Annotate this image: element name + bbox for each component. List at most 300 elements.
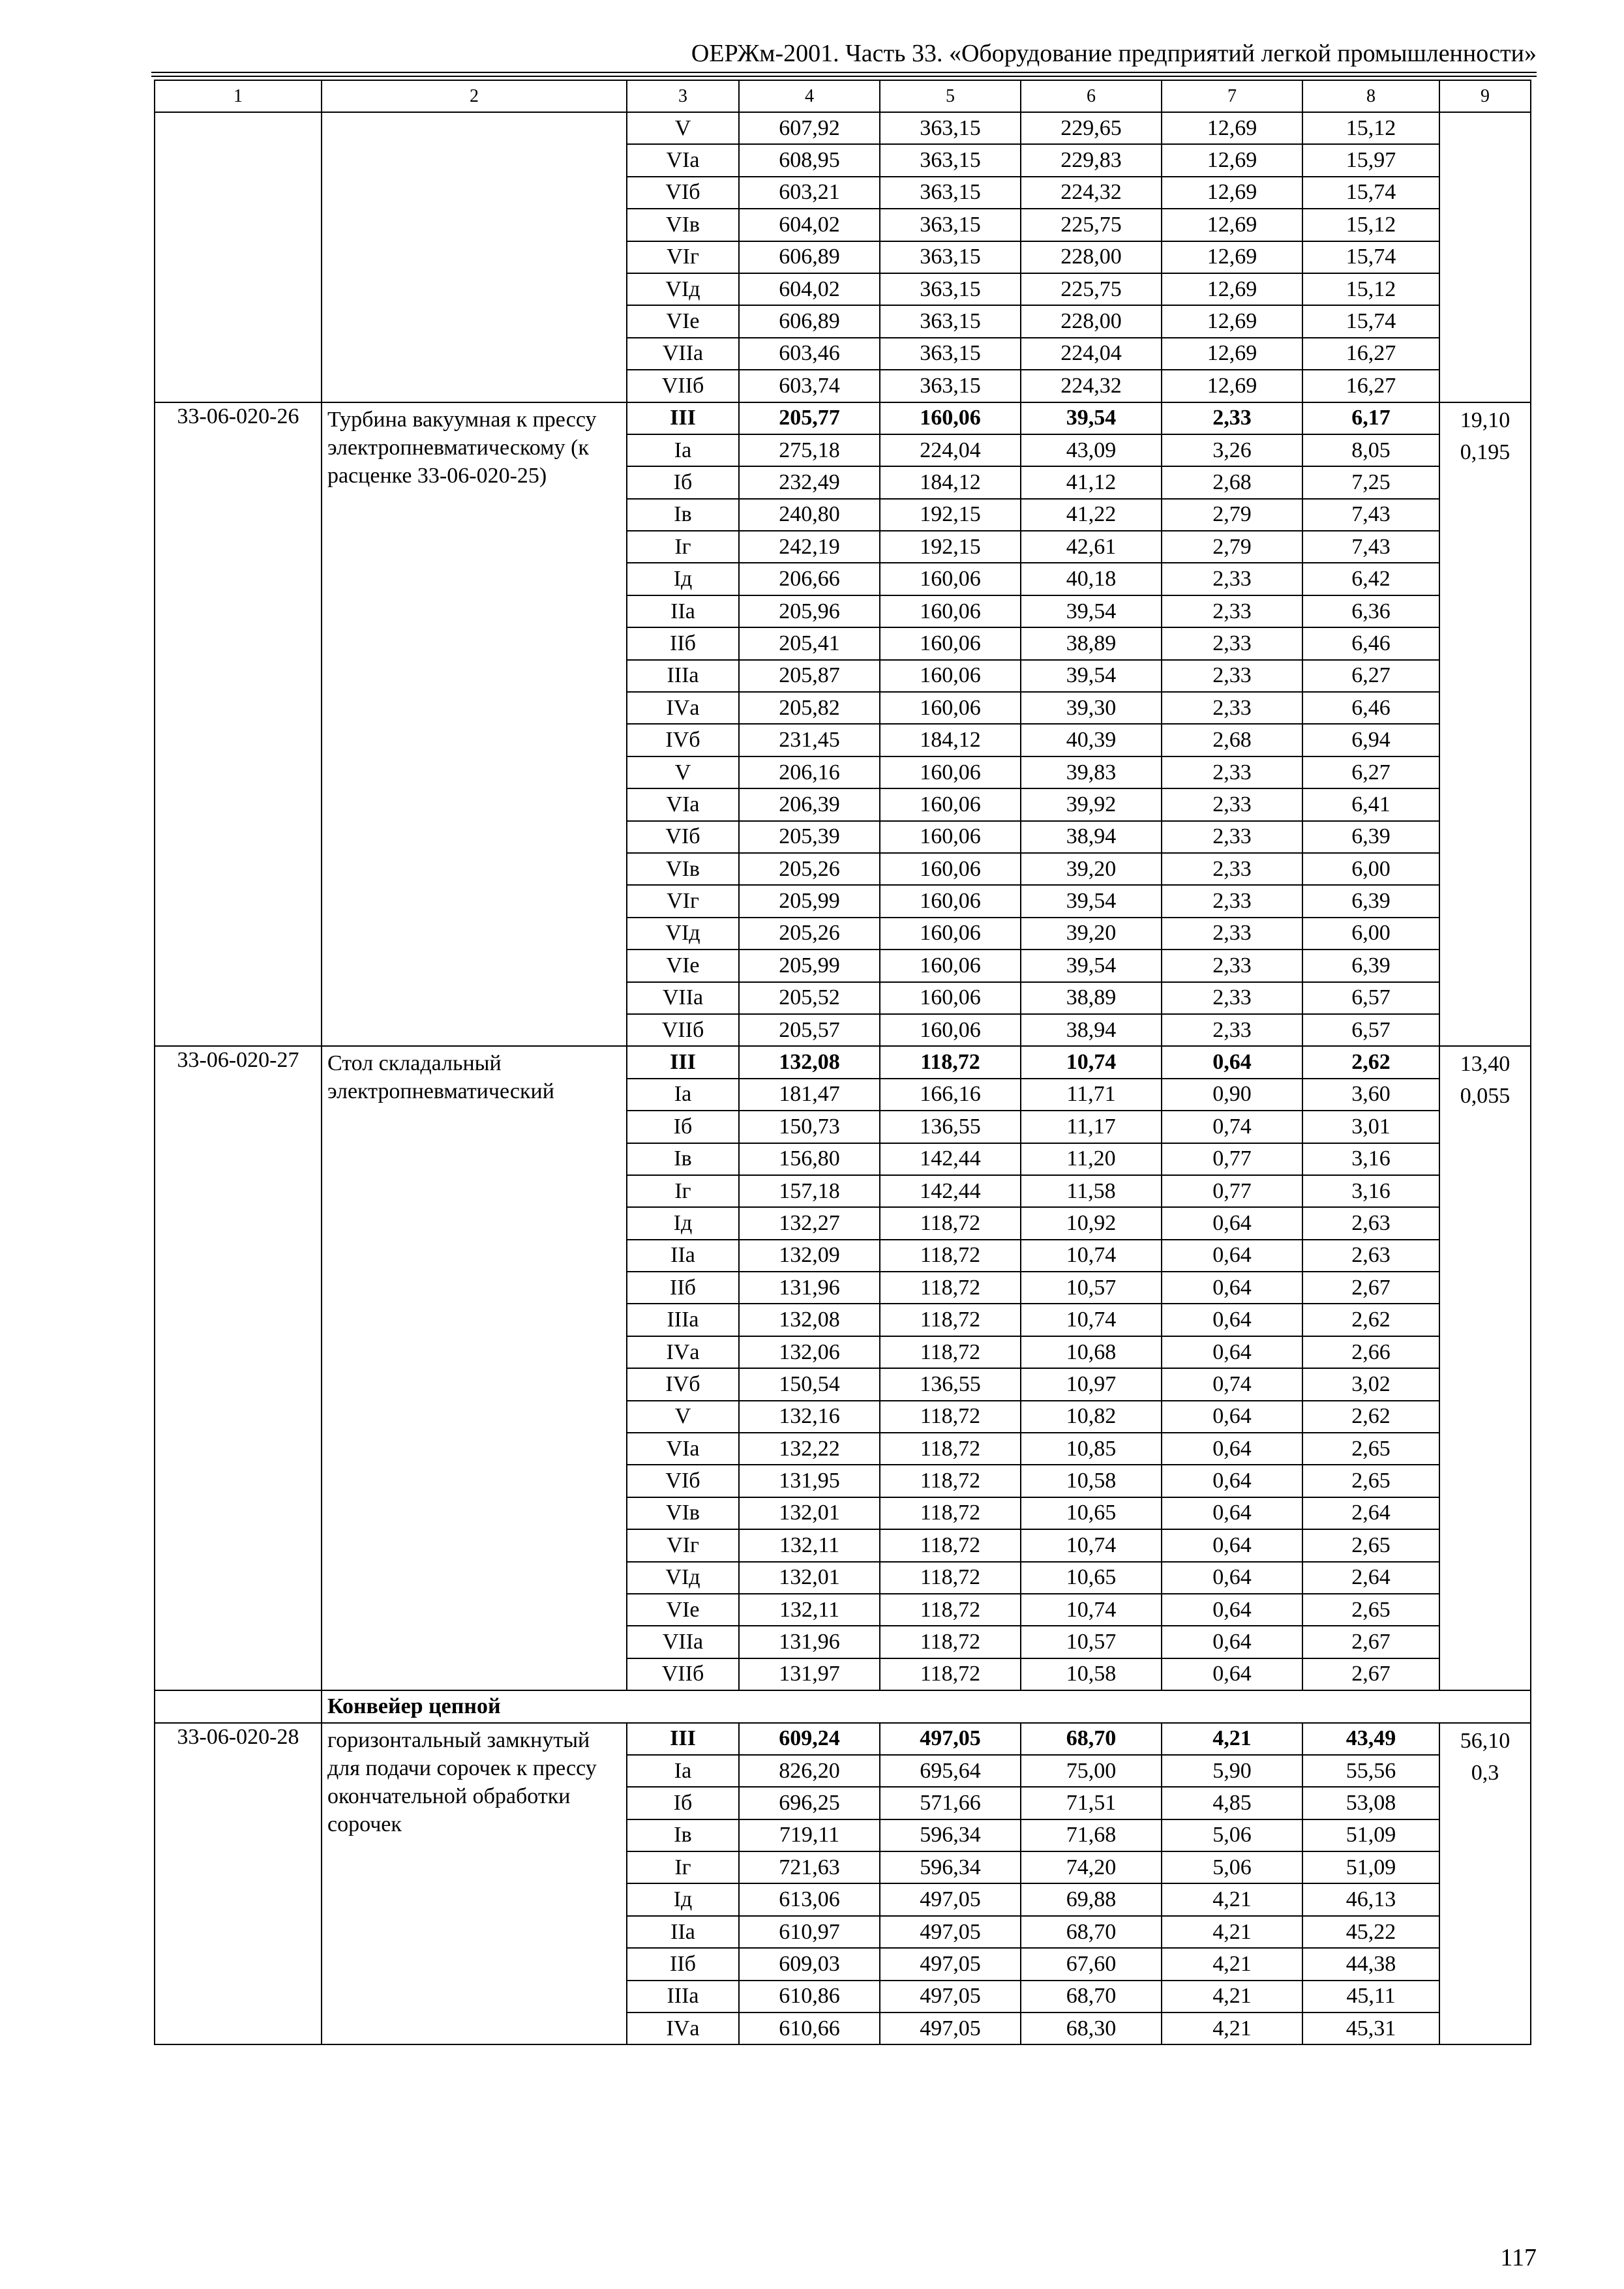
region-code: IVа [627,692,739,724]
total-cost: 181,47 [739,1079,880,1111]
machinist-wage: 4,21 [1162,1981,1302,2012]
machinist-wage: 12,69 [1162,370,1302,402]
labor-cost: 184,12 [880,466,1021,498]
labor-cost: 497,05 [880,2012,1021,2044]
machine-cost: 11,58 [1021,1175,1162,1207]
machine-cost: 39,54 [1021,660,1162,692]
region-code: VIг [627,241,739,273]
machinist-wage: 2,33 [1162,595,1302,627]
total-cost: 206,16 [739,756,880,788]
region-code: IIIа [627,660,739,692]
materials-cost: 2,63 [1302,1240,1439,1272]
machinist-wage: 2,33 [1162,950,1302,981]
section-title: Конвейер цепной [322,1690,1531,1722]
region-code: VIб [627,821,739,853]
machinist-wage: 2,33 [1162,1014,1302,1046]
materials-cost: 45,22 [1302,1916,1439,1948]
item-description: горизонтальный замкнутый для подачи сорочек к прессу окончательной обработки сорочек [322,1723,627,2045]
total-cost: 132,08 [739,1046,880,1078]
materials-cost: 2,62 [1302,1304,1439,1336]
total-cost: 242,19 [739,531,880,563]
materials-cost: 55,56 [1302,1755,1439,1787]
materials-cost: 16,27 [1302,370,1439,402]
labor-cost: 142,44 [880,1175,1021,1207]
total-cost: 275,18 [739,434,880,466]
total-cost: 132,16 [739,1401,880,1433]
total-cost: 132,11 [739,1594,880,1626]
total-cost: 205,77 [739,402,880,434]
machine-cost: 38,89 [1021,627,1162,659]
machinist-wage: 4,21 [1162,1723,1302,1755]
region-code: IIб [627,1948,739,1980]
machine-cost: 224,32 [1021,370,1162,402]
machinist-wage: 0,64 [1162,1336,1302,1368]
region-code: VIIа [627,1626,739,1658]
machine-cost: 41,12 [1021,466,1162,498]
labor-cost: 142,44 [880,1143,1021,1175]
machinist-wage: 2,33 [1162,627,1302,659]
machinist-wage: 4,85 [1162,1787,1302,1819]
region-code: VIб [627,1465,739,1497]
labor-cost: 160,06 [880,821,1021,853]
region-code: Iа [627,1755,739,1787]
machinist-wage: 2,33 [1162,788,1302,820]
total-cost: 721,63 [739,1851,880,1883]
machinist-wage: 0,64 [1162,1433,1302,1465]
column-number: 2 [322,80,627,112]
labor-cost: 160,06 [880,563,1021,595]
region-code: VIб [627,177,739,209]
machinist-wage: 5,06 [1162,1819,1302,1851]
region-code: Iб [627,1787,739,1819]
total-cost: 206,39 [739,788,880,820]
page-number: 117 [1500,2244,1537,2271]
machine-cost: 38,94 [1021,1014,1162,1046]
machinist-wage: 5,06 [1162,1851,1302,1883]
machinist-wage: 12,69 [1162,241,1302,273]
labor-cost: 118,72 [880,1240,1021,1272]
materials-cost: 6,00 [1302,918,1439,950]
machine-cost: 11,20 [1021,1143,1162,1175]
materials-cost: 3,60 [1302,1079,1439,1111]
machine-cost: 10,74 [1021,1240,1162,1272]
machine-cost: 10,97 [1021,1368,1162,1400]
region-code: VIе [627,305,739,337]
total-cost: 606,89 [739,305,880,337]
total-cost: 132,27 [739,1207,880,1239]
materials-cost: 45,31 [1302,2012,1439,2044]
labor-cost: 118,72 [880,1433,1021,1465]
materials-cost: 2,67 [1302,1272,1439,1304]
column-number: 3 [627,80,739,112]
total-cost: 206,66 [739,563,880,595]
total-cost: 607,92 [739,112,880,144]
machine-cost: 10,58 [1021,1658,1162,1690]
total-cost: 603,21 [739,177,880,209]
region-code: VIв [627,853,739,885]
region-code: VIа [627,788,739,820]
machine-cost: 10,82 [1021,1401,1162,1433]
materials-cost: 3,16 [1302,1143,1439,1175]
region-code: VIв [627,1497,739,1529]
machinist-wage: 2,33 [1162,853,1302,885]
machinist-wage: 0,64 [1162,1626,1302,1658]
column-number: 6 [1021,80,1162,112]
region-code: VIа [627,1433,739,1465]
machine-cost: 39,20 [1021,853,1162,885]
equipment-mass: 0,195 [1460,440,1511,464]
region-code: VIIб [627,1658,739,1690]
labor-cost: 363,15 [880,305,1021,337]
region-code: VIе [627,1594,739,1626]
total-cost: 826,20 [739,1755,880,1787]
labor-cost: 160,06 [880,853,1021,885]
materials-cost: 2,67 [1302,1626,1439,1658]
materials-cost: 16,27 [1302,338,1439,370]
machinist-wage: 12,69 [1162,273,1302,305]
machine-cost: 40,18 [1021,563,1162,595]
region-code: IVб [627,1368,739,1400]
region-code: Iд [627,1883,739,1915]
total-cost: 205,82 [739,692,880,724]
total-cost: 609,03 [739,1948,880,1980]
region-code: V [627,112,739,144]
materials-cost: 6,27 [1302,660,1439,692]
machine-cost: 225,75 [1021,209,1162,241]
region-code: IIIа [627,1304,739,1336]
labor-cost: 363,15 [880,177,1021,209]
machinist-wage: 2,33 [1162,918,1302,950]
materials-cost: 7,43 [1302,531,1439,563]
item-description: Стол складальный электропневматический [322,1046,627,1690]
labor-cost: 160,06 [880,756,1021,788]
region-code: IVа [627,1336,739,1368]
machine-cost: 74,20 [1021,1851,1162,1883]
region-code: Iд [627,563,739,595]
labor-cost: 136,55 [880,1111,1021,1143]
machinist-wage: 2,33 [1162,756,1302,788]
machinist-wage: 0,64 [1162,1658,1302,1690]
materials-cost: 7,25 [1302,466,1439,498]
machine-cost: 39,54 [1021,402,1162,434]
item-description: Турбина вакуумная к прессу электропневматическому (к расценке 33-06-020-25) [322,402,627,1047]
column-number: 8 [1302,80,1439,112]
labor-cost: 160,06 [880,982,1021,1014]
materials-cost: 6,41 [1302,788,1439,820]
machine-cost: 10,74 [1021,1304,1162,1336]
materials-cost: 43,49 [1302,1723,1439,1755]
total-cost: 205,26 [739,918,880,950]
materials-cost: 2,65 [1302,1465,1439,1497]
rate-code [155,112,322,402]
machine-cost: 67,60 [1021,1948,1162,1980]
section-row [155,1690,1531,1722]
total-cost: 131,96 [739,1272,880,1304]
machinist-wage: 2,33 [1162,982,1302,1014]
labor-cost: 160,06 [880,692,1021,724]
item-description [322,112,627,402]
region-code: VIIа [627,338,739,370]
machine-cost: 43,09 [1021,434,1162,466]
labor-cost: 118,72 [880,1272,1021,1304]
machinist-wage: 0,64 [1162,1401,1302,1433]
materials-cost: 2,64 [1302,1562,1439,1594]
machine-cost: 11,71 [1021,1079,1162,1111]
materials-cost: 15,12 [1302,209,1439,241]
materials-cost: 15,97 [1302,144,1439,176]
column-9-values [1439,1723,1531,2045]
machinist-wage: 5,90 [1162,1755,1302,1787]
labor-cost: 497,05 [880,1981,1021,2012]
total-cost: 205,87 [739,660,880,692]
total-cost: 604,02 [739,273,880,305]
materials-cost: 3,02 [1302,1368,1439,1400]
total-cost: 132,09 [739,1240,880,1272]
total-cost: 150,54 [739,1368,880,1400]
total-cost: 232,49 [739,466,880,498]
total-cost: 131,97 [739,1658,880,1690]
machine-cost: 39,30 [1021,692,1162,724]
materials-cost: 2,65 [1302,1529,1439,1561]
region-code: Iг [627,1175,739,1207]
labor-cost: 596,34 [880,1819,1021,1851]
machinist-wage: 12,69 [1162,112,1302,144]
total-cost: 205,99 [739,950,880,981]
region-code: Iб [627,1111,739,1143]
labor-cost: 160,06 [880,1014,1021,1046]
labor-cost: 118,72 [880,1304,1021,1336]
machinist-wage: 0,64 [1162,1562,1302,1594]
materials-cost: 51,09 [1302,1819,1439,1851]
materials-cost: 6,17 [1302,402,1439,434]
region-code: VIв [627,209,739,241]
materials-cost: 2,67 [1302,1658,1439,1690]
labor-cost: 695,64 [880,1755,1021,1787]
region-code: Iв [627,1819,739,1851]
machine-cost: 229,65 [1021,112,1162,144]
machinist-wage: 2,33 [1162,885,1302,917]
materials-cost: 6,27 [1302,756,1439,788]
labor-cost: 497,05 [880,1948,1021,1980]
labor-cost: 224,04 [880,434,1021,466]
machinist-wage: 3,26 [1162,434,1302,466]
region-code: V [627,1401,739,1433]
region-code: VIг [627,1529,739,1561]
labor-cost: 118,72 [880,1401,1021,1433]
region-code: VIIб [627,1014,739,1046]
total-cost: 157,18 [739,1175,880,1207]
machinist-wage: 4,21 [1162,1916,1302,1948]
machinist-wage: 12,69 [1162,209,1302,241]
running-header: ОЕРЖм-2001. Часть 33. «Оборудование предприятий легкой промышленности» [691,40,1537,67]
machinist-wage: 0,77 [1162,1175,1302,1207]
materials-cost: 6,42 [1302,563,1439,595]
rate-code: 33-06-020-26 [155,402,322,1047]
total-cost: 696,25 [739,1787,880,1819]
total-cost: 205,99 [739,885,880,917]
labor-cost: 166,16 [880,1079,1021,1111]
total-cost: 205,41 [739,627,880,659]
machine-cost: 39,20 [1021,918,1162,950]
equipment-weight: 13,40 [1460,1052,1511,1077]
total-cost: 132,11 [739,1529,880,1561]
total-cost: 205,52 [739,982,880,1014]
machine-cost: 40,39 [1021,724,1162,756]
column-9-values [1439,402,1531,1047]
table-row [155,1723,1531,1755]
total-cost: 719,11 [739,1819,880,1851]
materials-cost: 15,12 [1302,273,1439,305]
labor-cost: 118,72 [880,1497,1021,1529]
region-code: VIг [627,885,739,917]
labor-cost: 363,15 [880,209,1021,241]
total-cost: 609,24 [739,1723,880,1755]
machine-cost: 10,74 [1021,1046,1162,1078]
materials-cost: 46,13 [1302,1883,1439,1915]
machine-cost: 68,70 [1021,1723,1162,1755]
machine-cost: 10,58 [1021,1465,1162,1497]
region-code: III [627,402,739,434]
region-code: Iв [627,499,739,531]
materials-cost: 6,39 [1302,950,1439,981]
region-code: V [627,756,739,788]
total-cost: 132,01 [739,1562,880,1594]
materials-cost: 6,57 [1302,1014,1439,1046]
labor-cost: 363,15 [880,273,1021,305]
total-cost: 156,80 [739,1143,880,1175]
machinist-wage: 0,74 [1162,1111,1302,1143]
machinist-wage: 2,33 [1162,692,1302,724]
region-code: VIа [627,144,739,176]
machinist-wage: 2,33 [1162,563,1302,595]
labor-cost: 160,06 [880,788,1021,820]
column-9-values [1439,1046,1531,1690]
rate-code: 33-06-020-28 [155,1723,322,2045]
labor-cost: 363,15 [880,144,1021,176]
region-code: IIIа [627,1981,739,2012]
machine-cost: 68,70 [1021,1916,1162,1948]
machine-cost: 38,89 [1021,982,1162,1014]
materials-cost: 51,09 [1302,1851,1439,1883]
machine-cost: 75,00 [1021,1755,1162,1787]
region-code: Iа [627,1079,739,1111]
machinist-wage: 4,21 [1162,2012,1302,2044]
labor-cost: 118,72 [880,1562,1021,1594]
machinist-wage: 12,69 [1162,177,1302,209]
total-cost: 610,97 [739,1916,880,1948]
materials-cost: 2,62 [1302,1401,1439,1433]
region-code: Iд [627,1207,739,1239]
table-row [155,1046,1531,1078]
labor-cost: 363,15 [880,112,1021,144]
region-code: VIе [627,950,739,981]
header-rule [151,76,1537,77]
machinist-wage: 12,69 [1162,144,1302,176]
region-code: Iг [627,531,739,563]
table-row [155,402,1531,434]
total-cost: 610,86 [739,1981,880,2012]
machinist-wage: 0,64 [1162,1207,1302,1239]
machinist-wage: 2,79 [1162,499,1302,531]
machine-cost: 224,32 [1021,177,1162,209]
materials-cost: 6,00 [1302,853,1439,885]
machine-cost: 41,22 [1021,499,1162,531]
machinist-wage: 2,33 [1162,660,1302,692]
header-rule [151,72,1537,73]
machine-cost: 10,57 [1021,1626,1162,1658]
region-code: Iв [627,1143,739,1175]
machinist-wage: 2,79 [1162,531,1302,563]
total-cost: 608,95 [739,144,880,176]
labor-cost: 363,15 [880,338,1021,370]
labor-cost: 118,72 [880,1207,1021,1239]
total-cost: 132,06 [739,1336,880,1368]
region-code: III [627,1723,739,1755]
machinist-wage: 2,33 [1162,402,1302,434]
materials-cost: 2,63 [1302,1207,1439,1239]
equipment-weight: 56,10 [1460,1728,1511,1753]
machinist-wage: 0,90 [1162,1079,1302,1111]
total-cost: 613,06 [739,1883,880,1915]
labor-cost: 118,72 [880,1658,1021,1690]
machinist-wage: 0,74 [1162,1368,1302,1400]
materials-cost: 44,38 [1302,1948,1439,1980]
region-code: Iг [627,1851,739,1883]
machine-cost: 10,57 [1021,1272,1162,1304]
machine-cost: 39,54 [1021,595,1162,627]
total-cost: 606,89 [739,241,880,273]
region-code: IIб [627,1272,739,1304]
machine-cost: 10,65 [1021,1497,1162,1529]
machine-cost: 39,83 [1021,756,1162,788]
column-number: 1 [155,80,322,112]
region-code: IIб [627,627,739,659]
total-cost: 132,01 [739,1497,880,1529]
column-number: 4 [739,80,880,112]
machine-cost: 10,65 [1021,1562,1162,1594]
region-code: Iа [627,434,739,466]
machine-cost: 228,00 [1021,305,1162,337]
machine-cost: 39,54 [1021,885,1162,917]
machine-cost: 10,85 [1021,1433,1162,1465]
labor-cost: 184,12 [880,724,1021,756]
materials-cost: 2,64 [1302,1497,1439,1529]
machine-cost: 39,92 [1021,788,1162,820]
machinist-wage: 0,64 [1162,1304,1302,1336]
machinist-wage: 0,64 [1162,1272,1302,1304]
labor-cost: 160,06 [880,402,1021,434]
labor-cost: 118,72 [880,1465,1021,1497]
materials-cost: 2,65 [1302,1433,1439,1465]
materials-cost: 6,94 [1302,724,1439,756]
machine-cost: 229,83 [1021,144,1162,176]
materials-cost: 6,36 [1302,595,1439,627]
labor-cost: 118,72 [880,1529,1021,1561]
materials-cost: 53,08 [1302,1787,1439,1819]
machine-cost: 71,68 [1021,1819,1162,1851]
materials-cost: 7,43 [1302,499,1439,531]
labor-cost: 118,72 [880,1594,1021,1626]
machine-cost: 38,94 [1021,821,1162,853]
region-code: IIа [627,1240,739,1272]
machinist-wage: 0,64 [1162,1497,1302,1529]
machinist-wage: 12,69 [1162,305,1302,337]
machine-cost: 68,30 [1021,2012,1162,2044]
region-code: IVб [627,724,739,756]
machine-cost: 224,04 [1021,338,1162,370]
equipment-weight: 19,10 [1460,408,1511,432]
labor-cost: 160,06 [880,918,1021,950]
